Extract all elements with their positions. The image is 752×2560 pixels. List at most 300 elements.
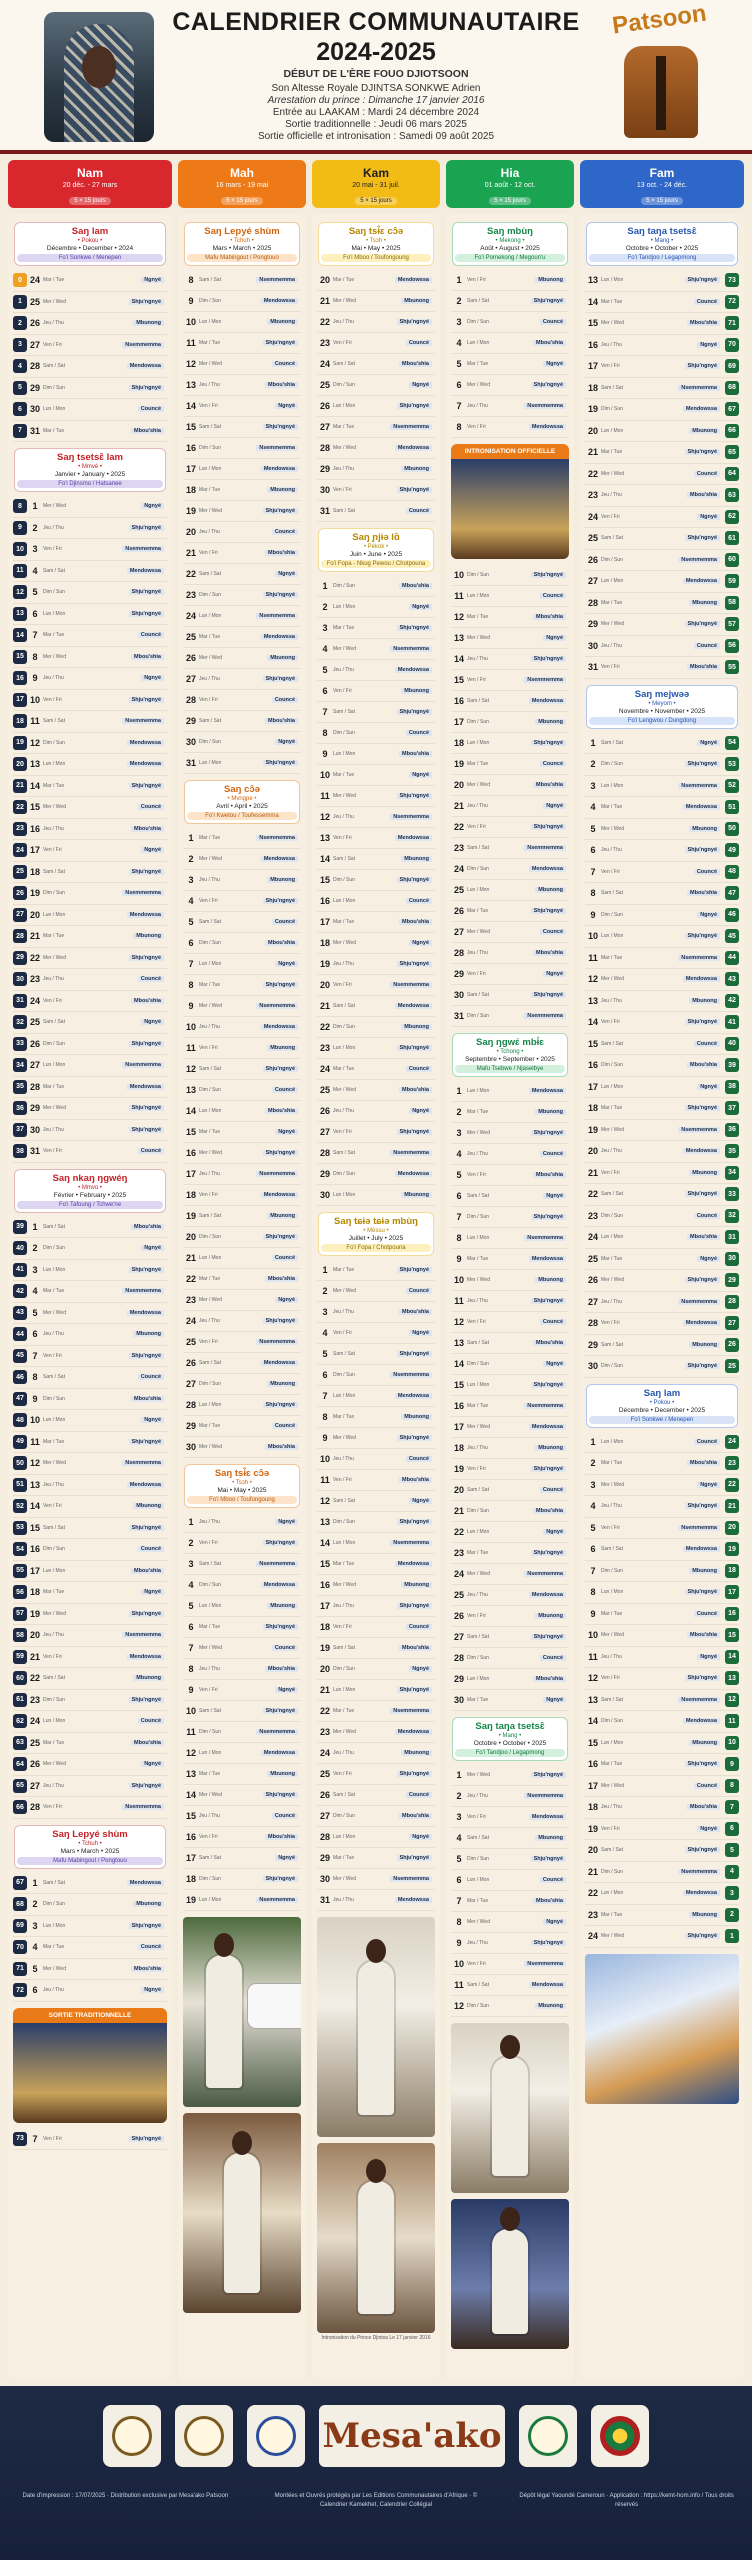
calendar-row (451, 1585, 569, 1606)
calendar-row (13, 733, 167, 755)
photo-prince-standing (317, 1917, 435, 2137)
market-day: Mbou'shia (229, 1666, 301, 1672)
weekday: Jeu / Thu (43, 976, 64, 983)
weekday: Ven / Fri (601, 363, 620, 370)
weekday: Dim / Sun (467, 572, 489, 578)
day-number: 20 (319, 1664, 330, 1674)
calendar-row (183, 522, 301, 543)
market-day: Mbunong (497, 1109, 569, 1115)
calendar-row (451, 1165, 569, 1186)
countdown-index: 7 (725, 1800, 739, 1814)
calendar-row (317, 1080, 435, 1101)
countdown-index: 15 (725, 1628, 739, 1642)
day-number: 11 (320, 1475, 330, 1485)
day-number: 16 (185, 1832, 196, 1842)
weekday: Ven / Fri (601, 513, 620, 520)
day-number: 17 (185, 1169, 196, 1179)
day-number: 2 (322, 1286, 328, 1296)
day-number: 26 (185, 653, 196, 663)
countdown-index: 17 (725, 1585, 739, 1599)
weekday: Ven / Fri (43, 1653, 62, 1660)
calendar-row (13, 711, 167, 733)
column-nam (8, 214, 172, 2380)
weekday: Lun / Mon (199, 1603, 222, 1609)
market-day: Shju'ngnyé (229, 1066, 301, 1072)
weekday: Lun / Mon (43, 761, 66, 768)
countdown-index: 31 (725, 1230, 739, 1244)
weekday: Dim / Sun (601, 1363, 623, 1370)
weekday: Mar / Tue (199, 835, 221, 841)
weekday: Dim / Sun (333, 1372, 355, 1378)
calendar-row (317, 807, 435, 828)
day-number: 5 (32, 587, 38, 598)
weekday: Jeu / Thu (601, 1148, 622, 1155)
market-day: Mbou'shia (631, 890, 723, 896)
countdown-index: 12 (725, 1693, 739, 1707)
weekday: Sam / Sat (467, 1487, 489, 1493)
calendar-row (13, 313, 167, 335)
weekday: Sam / Sat (601, 1341, 623, 1348)
calendar-row (317, 1101, 435, 1122)
market-day: Mendowssa (631, 406, 723, 412)
weekday: Jeu / Thu (333, 814, 354, 820)
market-day: Ngnyé (497, 1697, 569, 1703)
weekday: Sam / Sat (199, 919, 221, 925)
day-number: 1 (456, 1770, 462, 1780)
month-header: Saŋ nkaŋ ŋgwéŋ • Mmvo • Février • February • 2025 Fo'i Tafoung / Tchwe'ne (14, 1169, 166, 1213)
weekday: Mar / Tue (333, 625, 355, 631)
market-day: Shju'ngnyé (363, 961, 435, 967)
calendar-row (317, 639, 435, 660)
weekday: Ven / Fri (467, 424, 486, 430)
calendar-row (585, 1475, 739, 1497)
day-number: 16 (29, 1544, 40, 1555)
weekday: Dim / Sun (601, 406, 623, 413)
day-number: 3 (32, 544, 38, 555)
market-day: Ngnyé (497, 1193, 569, 1199)
market-day: Shju'ngnyé (73, 1267, 167, 1273)
market-day: Councé (631, 1783, 723, 1789)
calendar-row (451, 312, 569, 333)
day-number: 21 (185, 1253, 196, 1263)
weekday: Ven / Fri (467, 1172, 486, 1178)
day-number: 13 (587, 1694, 598, 1705)
countdown-index: 70 (725, 338, 739, 352)
weekday: Dim / Sun (467, 866, 489, 872)
calendar-row (451, 628, 569, 649)
market-day: Shju'ngnyé (497, 382, 569, 388)
market-day: Ngnyé (497, 971, 569, 977)
calendar-row (183, 1785, 301, 1806)
footer-print-info: Date d'impression : 17/07/2025 · Distribution exclusive par Mesa'ako Patsoon (22, 2493, 229, 2499)
weekday: Sam / Sat (601, 739, 623, 746)
calendar-row (317, 1785, 435, 1806)
calendar-row (585, 1647, 739, 1669)
weekday: Mer / Wed (333, 940, 356, 946)
day-number: 18 (587, 1802, 598, 1813)
day-number: 7 (456, 1212, 462, 1222)
calendar-row (585, 464, 739, 486)
market-day: Ngnyé (73, 1019, 167, 1025)
countdown-index: 44 (725, 951, 739, 965)
market-day: Shju'ngnyé (631, 1277, 723, 1283)
weekday: Jeu / Thu (43, 524, 64, 531)
weekday: Mar / Tue (601, 1761, 623, 1768)
photo-prince-crowd (451, 2199, 569, 2349)
weekday: Dim / Sun (333, 730, 355, 736)
day-index: 16 (13, 671, 27, 685)
weekday: Lun / Mon (199, 613, 222, 619)
day-index: 25 (13, 865, 27, 879)
calendar-row (183, 1332, 301, 1353)
weekday: Mer / Wed (199, 1444, 222, 1450)
market-day: Ngnyé (631, 1084, 723, 1090)
market-day: Shju'ngnyé (497, 1214, 569, 1220)
calendar-row (13, 1034, 167, 1056)
weekday: Mer / Wed (601, 621, 624, 628)
weekday: Ven / Fri (199, 898, 218, 904)
day-number: 3 (456, 1812, 462, 1822)
day-number: 8 (590, 1587, 596, 1598)
day-number: 10 (319, 770, 330, 780)
market-day: Ngnyé (497, 1529, 569, 1535)
weekday: Dim / Sun (199, 1582, 221, 1588)
market-day: Ngnyé (631, 1256, 723, 1262)
day-number: 22 (587, 1189, 598, 1200)
market-day: Ngnyé (229, 1855, 301, 1861)
day-number: 12 (319, 812, 330, 822)
day-number: 30 (29, 1124, 40, 1135)
weekday: Sam / Sat (467, 1982, 489, 1988)
weekday: Ven / Fri (333, 1624, 352, 1630)
day-number: 19 (453, 1464, 464, 1474)
calendar-row (317, 597, 435, 618)
calendar-row (317, 1890, 435, 1911)
market-day: Shju'ngnyé (229, 1708, 301, 1714)
calendar-row (13, 969, 167, 991)
market-day: Councé (73, 976, 167, 982)
weekday: Mar / Tue (601, 449, 623, 456)
weekday: Mer / Wed (467, 1130, 490, 1136)
market-day: Mbunong (363, 1024, 435, 1030)
calendar-row (183, 711, 301, 732)
weekday: Sam / Sat (333, 1351, 355, 1357)
day-number: 4 (456, 338, 462, 348)
calendar-row (585, 1313, 739, 1335)
calendar-row (451, 1480, 569, 1501)
calendar-row (451, 712, 569, 733)
laakam-entry: Entrée au LAAKAM : Mardi 24 décembre 2024 (272, 107, 480, 118)
market-day: Nsemmemma (73, 1804, 167, 1810)
calendar-row (585, 1776, 739, 1798)
day-number: 6 (456, 380, 462, 390)
market-day: Mendowssa (631, 578, 723, 584)
market-day: Ngnyé (363, 1330, 435, 1336)
market-day: Shju'ngnyé (229, 592, 301, 598)
weekday: Mer / Wed (467, 635, 490, 641)
calendar-row (13, 840, 167, 862)
day-number: 15 (587, 318, 598, 329)
calendar-row (317, 1449, 435, 1470)
weekday: Lun / Mon (333, 1393, 356, 1399)
day-number: 30 (319, 1190, 330, 1200)
weekday: Jeu / Thu (43, 1987, 64, 1994)
weekday: Ven / Fri (601, 1825, 620, 1832)
market-day: Shju'ngnyé (73, 1697, 167, 1703)
calendar-row (585, 1840, 739, 1862)
market-day: Councé (363, 1456, 435, 1462)
calendar-row (13, 356, 167, 378)
day-number: 27 (453, 927, 464, 937)
market-day: Shju'ngnyé (229, 898, 301, 904)
weekday: Lun / Mon (43, 406, 66, 413)
day-number: 13 (319, 833, 330, 843)
day-number: 25 (453, 1590, 464, 1600)
day-number: 5 (322, 665, 328, 675)
calendar-row (13, 421, 167, 443)
calendar-row (317, 354, 435, 375)
day-number: 29 (319, 1169, 330, 1179)
calendar-row (13, 518, 167, 540)
market-day: Mbou'shia (363, 1087, 435, 1093)
weekday: Mar / Tue (333, 1414, 355, 1420)
market-day: Mendowssa (631, 1320, 723, 1326)
day-number: 13 (29, 1479, 40, 1490)
market-day: Mbunong (73, 320, 167, 326)
market-day: Mendowssa (73, 1482, 167, 1488)
market-day: Ngnyé (73, 277, 167, 283)
countdown-index: 29 (725, 1273, 739, 1287)
day-number: 23 (185, 1295, 196, 1305)
market-day: Ngnyé (73, 1245, 167, 1251)
day-number: 6 (32, 1329, 38, 1340)
calendar-row (451, 817, 569, 838)
weekday: Ven / Fri (43, 1503, 62, 1510)
day-index: 39 (13, 1220, 27, 1234)
calendar-row (183, 1269, 301, 1290)
calendar-row (585, 507, 739, 529)
header-divider (0, 150, 752, 154)
countdown-index: 58 (725, 596, 739, 610)
day-number: 23 (185, 590, 196, 600)
day-number: 3 (590, 1479, 596, 1490)
calendar-row (13, 539, 167, 561)
calendar-row (13, 1776, 167, 1798)
weekday: Sam / Sat (333, 1003, 355, 1009)
market-day: Shju'ngnyé (497, 1856, 569, 1862)
countdown-index: 65 (725, 445, 739, 459)
calendar-row (183, 417, 301, 438)
day-number: 7 (590, 1565, 596, 1576)
market-day: Mbunong (497, 2003, 569, 2009)
market-day: Shju'ngnyé (631, 621, 723, 627)
calendar-row (451, 1333, 569, 1354)
calendar-row (451, 1144, 569, 1165)
day-number: 13 (587, 995, 598, 1006)
weekday: Dim / Sun (333, 877, 355, 883)
day-index: 72 (13, 1983, 27, 1997)
weekday: Mar / Tue (199, 1624, 221, 1630)
market-day: Mbunong (363, 688, 435, 694)
day-number: 5 (188, 1601, 194, 1611)
calendar-row (317, 828, 435, 849)
market-day: Shju'ngnyé (631, 1503, 723, 1509)
day-number: 29 (29, 1103, 40, 1114)
day-number: 20 (587, 1146, 598, 1157)
weekday: Mer / Wed (467, 382, 490, 388)
market-day: Councé (363, 1792, 435, 1798)
weekday: Mer / Wed (467, 929, 490, 935)
countdown-index: 2 (725, 1908, 739, 1922)
day-index: 45 (13, 1349, 27, 1363)
market-day: Nsemmemma (229, 1339, 301, 1345)
calendar-row (183, 1596, 301, 1617)
month-header: Saŋ taŋa tsetsɛ̂ • Mang • Octobre • October • 2025 Fo'i Tandjoo / Legapmong (452, 1717, 568, 1761)
day-number: 15 (319, 1559, 330, 1569)
day-number: 3 (188, 875, 194, 885)
market-day: Shju'ngnyé (631, 1019, 723, 1025)
day-number: 1 (590, 1436, 596, 1447)
market-day: Councé (363, 898, 435, 904)
weekday: Ven / Fri (199, 550, 218, 556)
day-number: 15 (587, 1737, 598, 1748)
weekday: Mer / Wed (43, 1965, 66, 1972)
market-day: Mendowssa (631, 1718, 723, 1724)
day-index: 69 (13, 1919, 27, 1933)
market-day: Councé (363, 730, 435, 736)
weekday: Mer / Wed (601, 470, 624, 477)
countdown-index: 39 (725, 1058, 739, 1072)
calendar-row (13, 1690, 167, 1712)
calendar-row (183, 459, 301, 480)
market-day: Nsemmemma (631, 1299, 723, 1305)
day-number: 1 (590, 737, 596, 748)
market-day: Councé (73, 632, 167, 638)
market-day: Mbunong (363, 856, 435, 862)
day-number: 22 (319, 1022, 330, 1032)
calendar-row (585, 1292, 739, 1314)
countdown-index: 40 (725, 1037, 739, 1051)
day-number: 7 (32, 630, 38, 641)
weekday: Mer / Wed (199, 1297, 222, 1303)
calendar-row (317, 291, 435, 312)
day-number: 20 (29, 1630, 40, 1641)
day-number: 31 (319, 1895, 330, 1905)
market-day: Shju'ngnyé (363, 319, 435, 325)
countdown-index: 34 (725, 1166, 739, 1180)
market-day: Mbou'shia (363, 1645, 435, 1651)
day-number: 15 (29, 802, 40, 813)
column-kam (312, 214, 440, 2380)
weekday: Jeu / Thu (467, 1940, 488, 1946)
day-number: 9 (590, 909, 596, 920)
weekday: Sam / Sat (43, 1675, 65, 1682)
market-day: Nsemmemma (631, 1525, 723, 1531)
market-day: Shju'ngnyé (73, 1439, 167, 1445)
market-day: Shju'ngnyé (631, 1847, 723, 1853)
weekday: Sam / Sat (467, 698, 489, 704)
weekday: Lun / Mon (199, 1108, 222, 1114)
weekday: Mar / Tue (199, 487, 221, 493)
weekday: Sam / Sat (333, 856, 355, 862)
calendar-row (183, 1659, 301, 1680)
day-index: 52 (13, 1499, 27, 1513)
market-day: Mendowssa (363, 1171, 435, 1177)
day-number: 17 (587, 1780, 598, 1791)
weekday: Mer / Wed (467, 1571, 490, 1577)
day-number: 11 (320, 791, 330, 801)
market-day: Mbunong (363, 1414, 435, 1420)
calendar-row (451, 1912, 569, 1933)
market-day: Mbunong (229, 1603, 301, 1609)
calendar-row (451, 1438, 569, 1459)
calendar-row (13, 378, 167, 400)
calendar-row (13, 948, 167, 970)
weekday: Mer / Wed (333, 1435, 356, 1441)
day-number: 12 (29, 1458, 40, 1469)
weekday: Dim / Sun (467, 1655, 489, 1661)
market-day: Shju'ngnyé (631, 1105, 723, 1111)
weekday: Lun / Mon (199, 1750, 222, 1756)
day-number: 16 (185, 1148, 196, 1158)
market-day: Shju'ngnyé (363, 403, 435, 409)
market-day: Mendowssa (73, 1310, 167, 1316)
weekday: Lun / Mon (467, 1877, 490, 1883)
market-day: Shju'ngnyé (363, 1603, 435, 1609)
weekday: Ven / Fri (333, 1477, 352, 1483)
market-day: Shju'ngnyé (363, 625, 435, 631)
day-number: 28 (319, 1148, 330, 1158)
weekday: Lun / Mon (601, 782, 624, 789)
market-day: Shju'ngnyé (631, 1363, 723, 1369)
weekday: Sam / Sat (333, 1150, 355, 1156)
day-number: 28 (319, 443, 330, 453)
weekday: Lun / Mon (467, 1235, 490, 1241)
day-number: 14 (453, 1359, 464, 1369)
day-number: 8 (590, 888, 596, 899)
market-day: Mbou'shia (229, 1834, 301, 1840)
calendar-row (13, 690, 167, 712)
market-day: Shju'ngnyé (497, 824, 569, 830)
day-number: 1 (32, 1877, 38, 1888)
weekday: Mer / Wed (199, 361, 222, 367)
weekday: Jeu / Thu (333, 667, 354, 673)
day-index: 31 (13, 994, 27, 1008)
market-day: Shju'ngnyé (363, 877, 435, 883)
day-number: 11 (588, 1651, 598, 1662)
market-day: Mbou'shia (497, 1340, 569, 1346)
weekday: Lun / Mon (199, 1402, 222, 1408)
market-day: Mbou'shia (73, 1396, 167, 1402)
day-number: 24 (587, 1931, 598, 1942)
day-number: 28 (185, 695, 196, 705)
weekday: Mar / Tue (43, 933, 65, 940)
countdown-index: 67 (725, 402, 739, 416)
countdown-index: 13 (725, 1671, 739, 1685)
market-day: Mbunong (229, 877, 301, 883)
market-day: Councé (497, 593, 569, 599)
market-day: Nsemmemma (631, 1127, 723, 1133)
day-number: 6 (322, 1370, 328, 1380)
day-number: 23 (587, 490, 598, 501)
countdown-index: 60 (725, 553, 739, 567)
day-number: 7 (590, 866, 596, 877)
market-day: Shju'ngnyé (363, 1129, 435, 1135)
day-number: 5 (32, 1307, 38, 1318)
day-index: 15 (13, 650, 27, 664)
day-number: 26 (587, 1275, 598, 1286)
weekday: Sam / Sat (199, 1561, 221, 1567)
